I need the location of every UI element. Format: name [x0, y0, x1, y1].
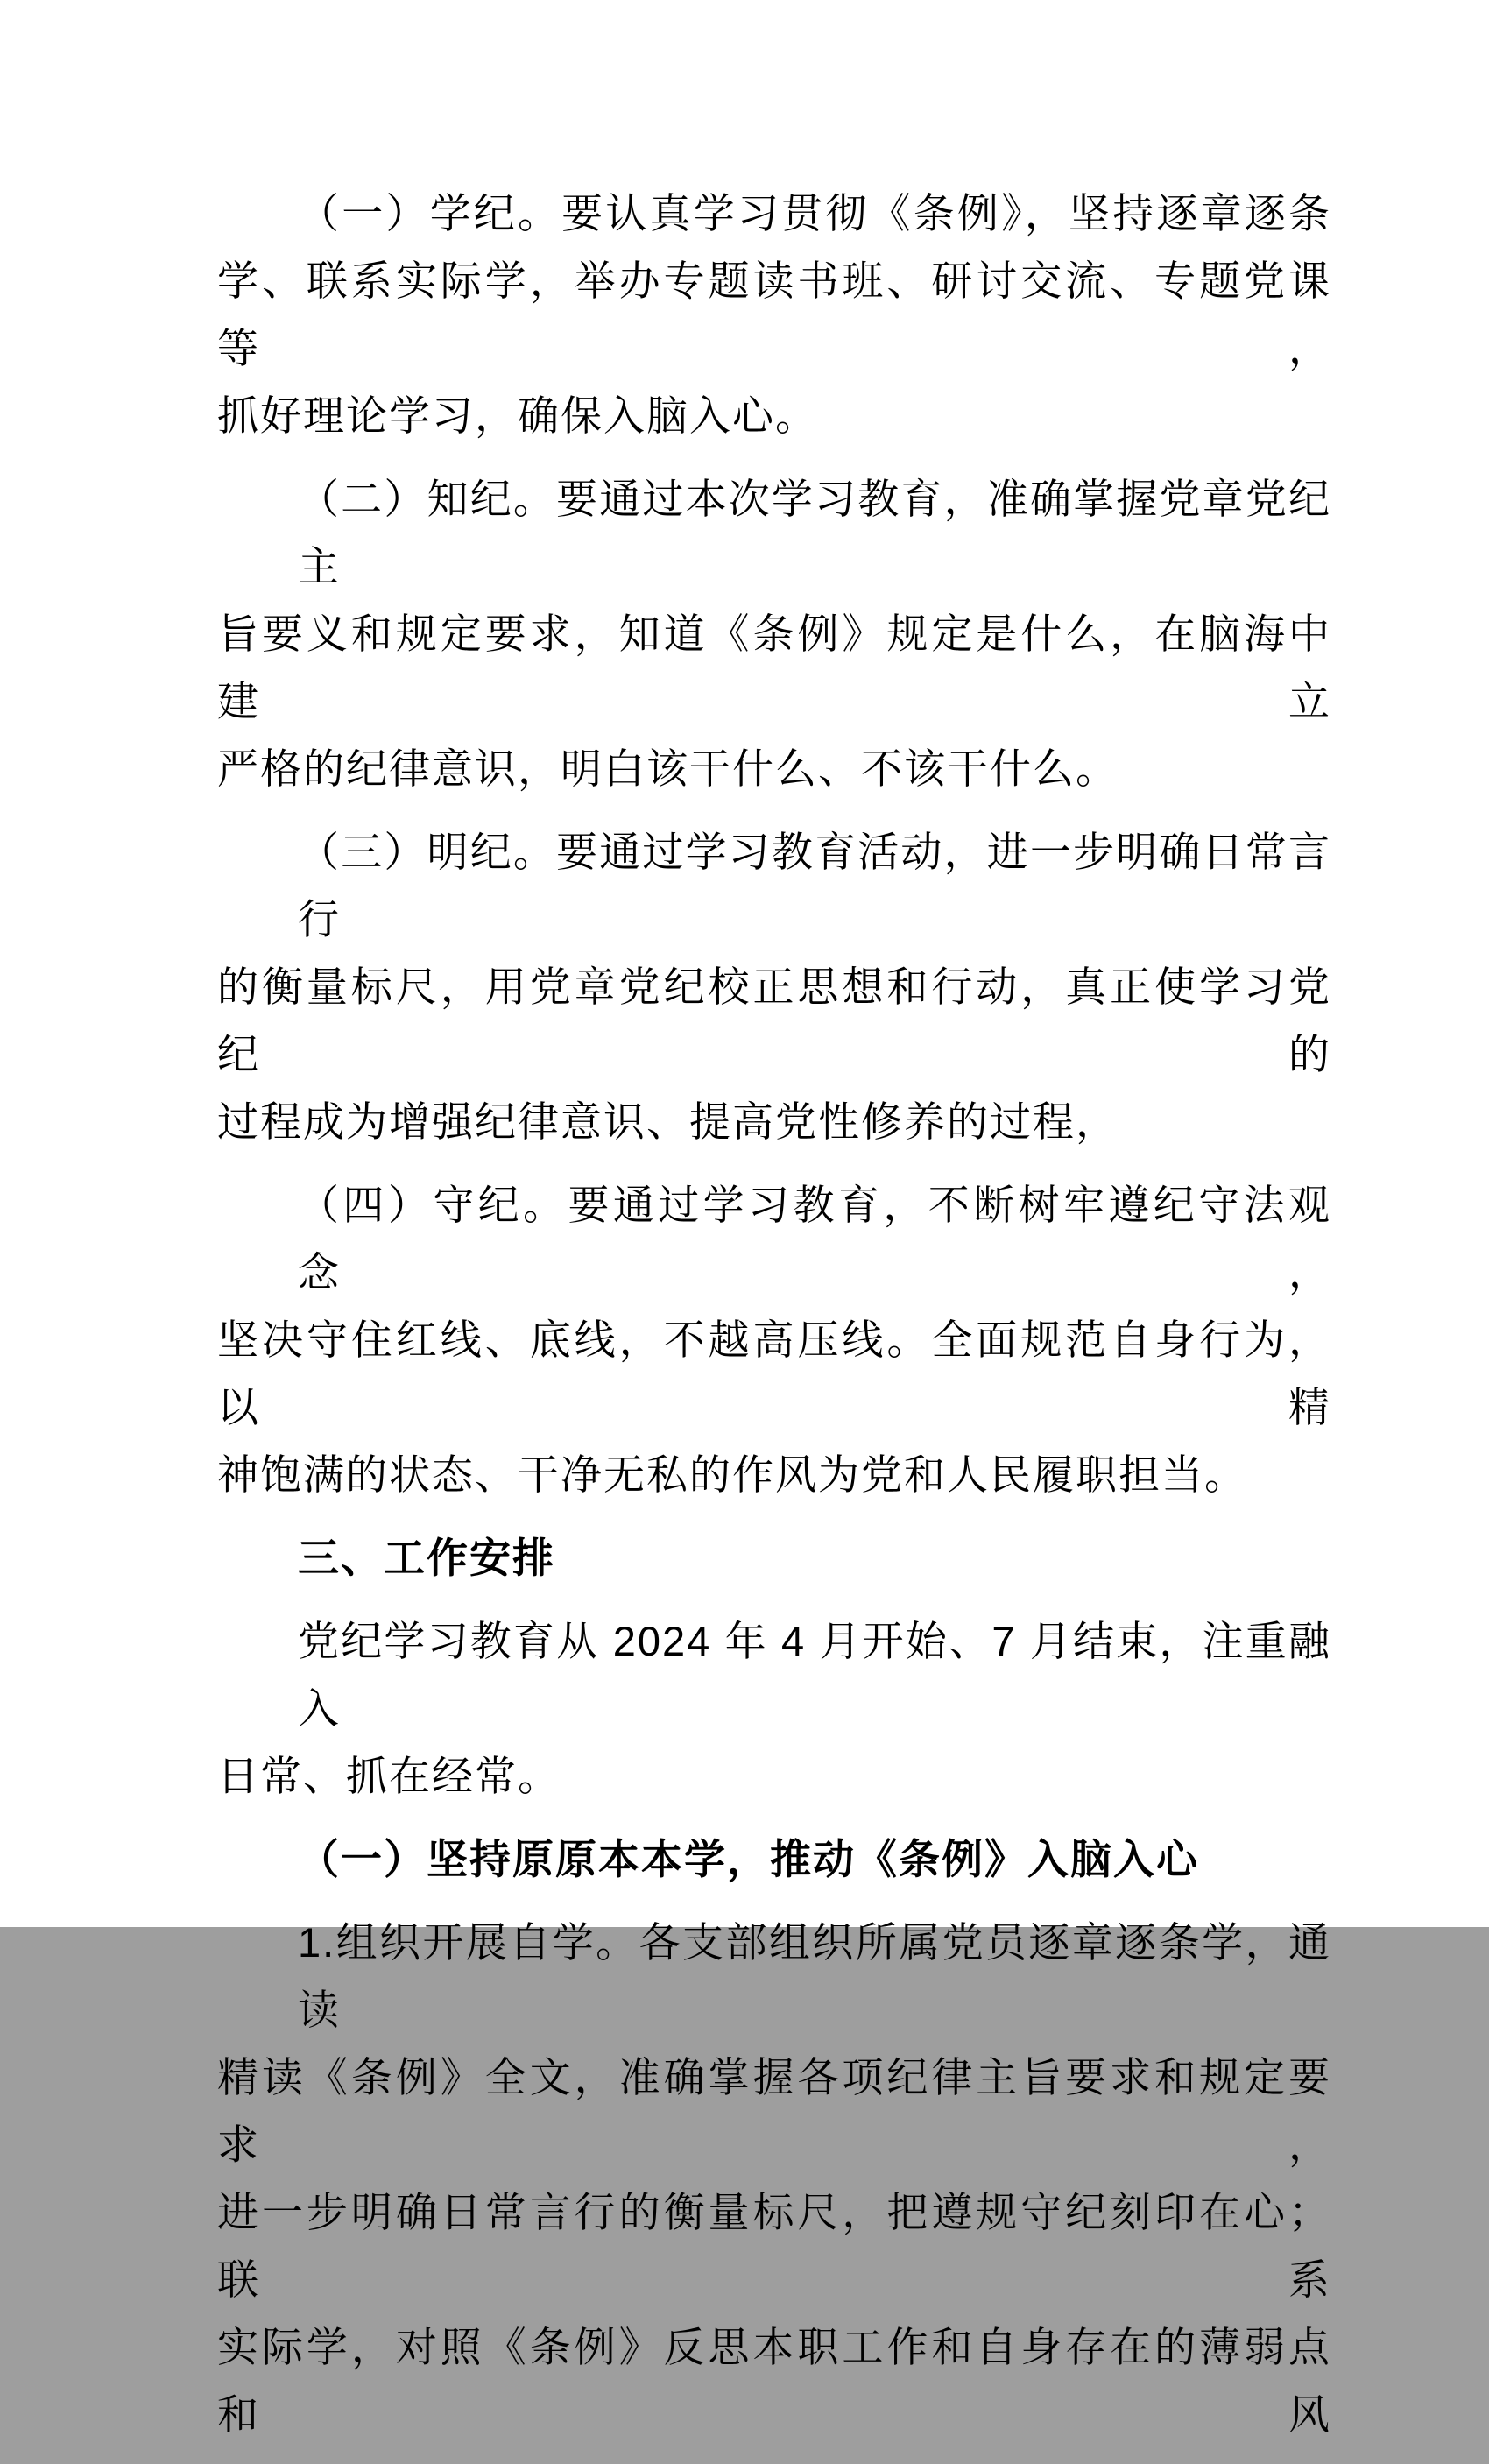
paragraph-line: 进一步明确日常言行的衡量标尺，把遵规守纪刻印在心；联系: [217, 2189, 1331, 2303]
paragraph-line: 1.组织开展自学。各支部组织所属党员逐章逐条学，通读: [298, 1919, 1331, 2033]
heading-line: （一）坚持原原本本学，推动《条例》入脑入心: [298, 1836, 1199, 1882]
paragraph-line: 严格的纪律意识，明白该干什么、不该干什么。: [217, 745, 1119, 792]
paragraph-line: 神饱满的状态、干净无私的作风为党和人民履职担当。: [217, 1451, 1247, 1498]
paragraph-line: 学、联系实际学，举办专题读书班、研讨交流、专题党课等，: [217, 258, 1331, 371]
paragraph-line: 实际学，对照《条例》反思本职工作和自身存在的薄弱点和风: [217, 2324, 1331, 2438]
paragraph-line: 坚决守住红线、底线，不越高压线。全面规范自身行为，以精: [217, 1317, 1331, 1430]
paragraph-line: （四）守纪。要通过学习教育，不断树牢遵纪守法观念，: [298, 1182, 1331, 1296]
paragraph-line: 日常、抓在经常。: [217, 1753, 561, 1799]
paragraph-line: 旨要义和规定要求，知道《条例》规定是什么，在脑海中建立: [217, 611, 1331, 724]
paragraph-self-study: [217, 1909, 1331, 2448]
paragraph-line: 精读《条例》全文，准确掌握各项纪律主旨要求和规定要求，: [217, 2054, 1331, 2168]
paragraph-zhiji: [217, 465, 1331, 802]
paragraph-line: 党纪学习教育从 2024 年 4 月开始、7 月结束，注重融入: [298, 1618, 1331, 1732]
paragraph-schedule: [217, 1607, 1331, 1810]
document-text-block: [217, 180, 1331, 2464]
subsection-heading-study-original-text: [217, 1825, 1331, 1893]
paragraph-mingji: [217, 818, 1331, 1155]
heading-line: 三、工作安排: [298, 1535, 555, 1581]
paragraph-line: 过程成为增强纪律意识、提高党性修养的过程，: [217, 1098, 1119, 1145]
paragraph-line: 抓好理论学习，确保入脑入心。: [217, 392, 818, 439]
paragraph-shouji: [217, 1171, 1331, 1508]
section-heading-work-arrangement: [217, 1524, 1331, 1592]
paragraph-line: （二）知纪。要通过本次学习教育，准确掌握党章党纪主: [298, 476, 1331, 590]
paragraph-xueji: [217, 180, 1331, 449]
paragraph-line: 的衡量标尺，用党章党纪校正思想和行动，真正使学习党纪的: [217, 964, 1331, 1077]
paragraph-line: （三）明纪。要通过学习教育活动，进一步明确日常言行: [298, 829, 1331, 943]
paragraph-line: （一）学纪。要认真学习贯彻《条例》，坚持逐章逐条: [298, 190, 1331, 237]
